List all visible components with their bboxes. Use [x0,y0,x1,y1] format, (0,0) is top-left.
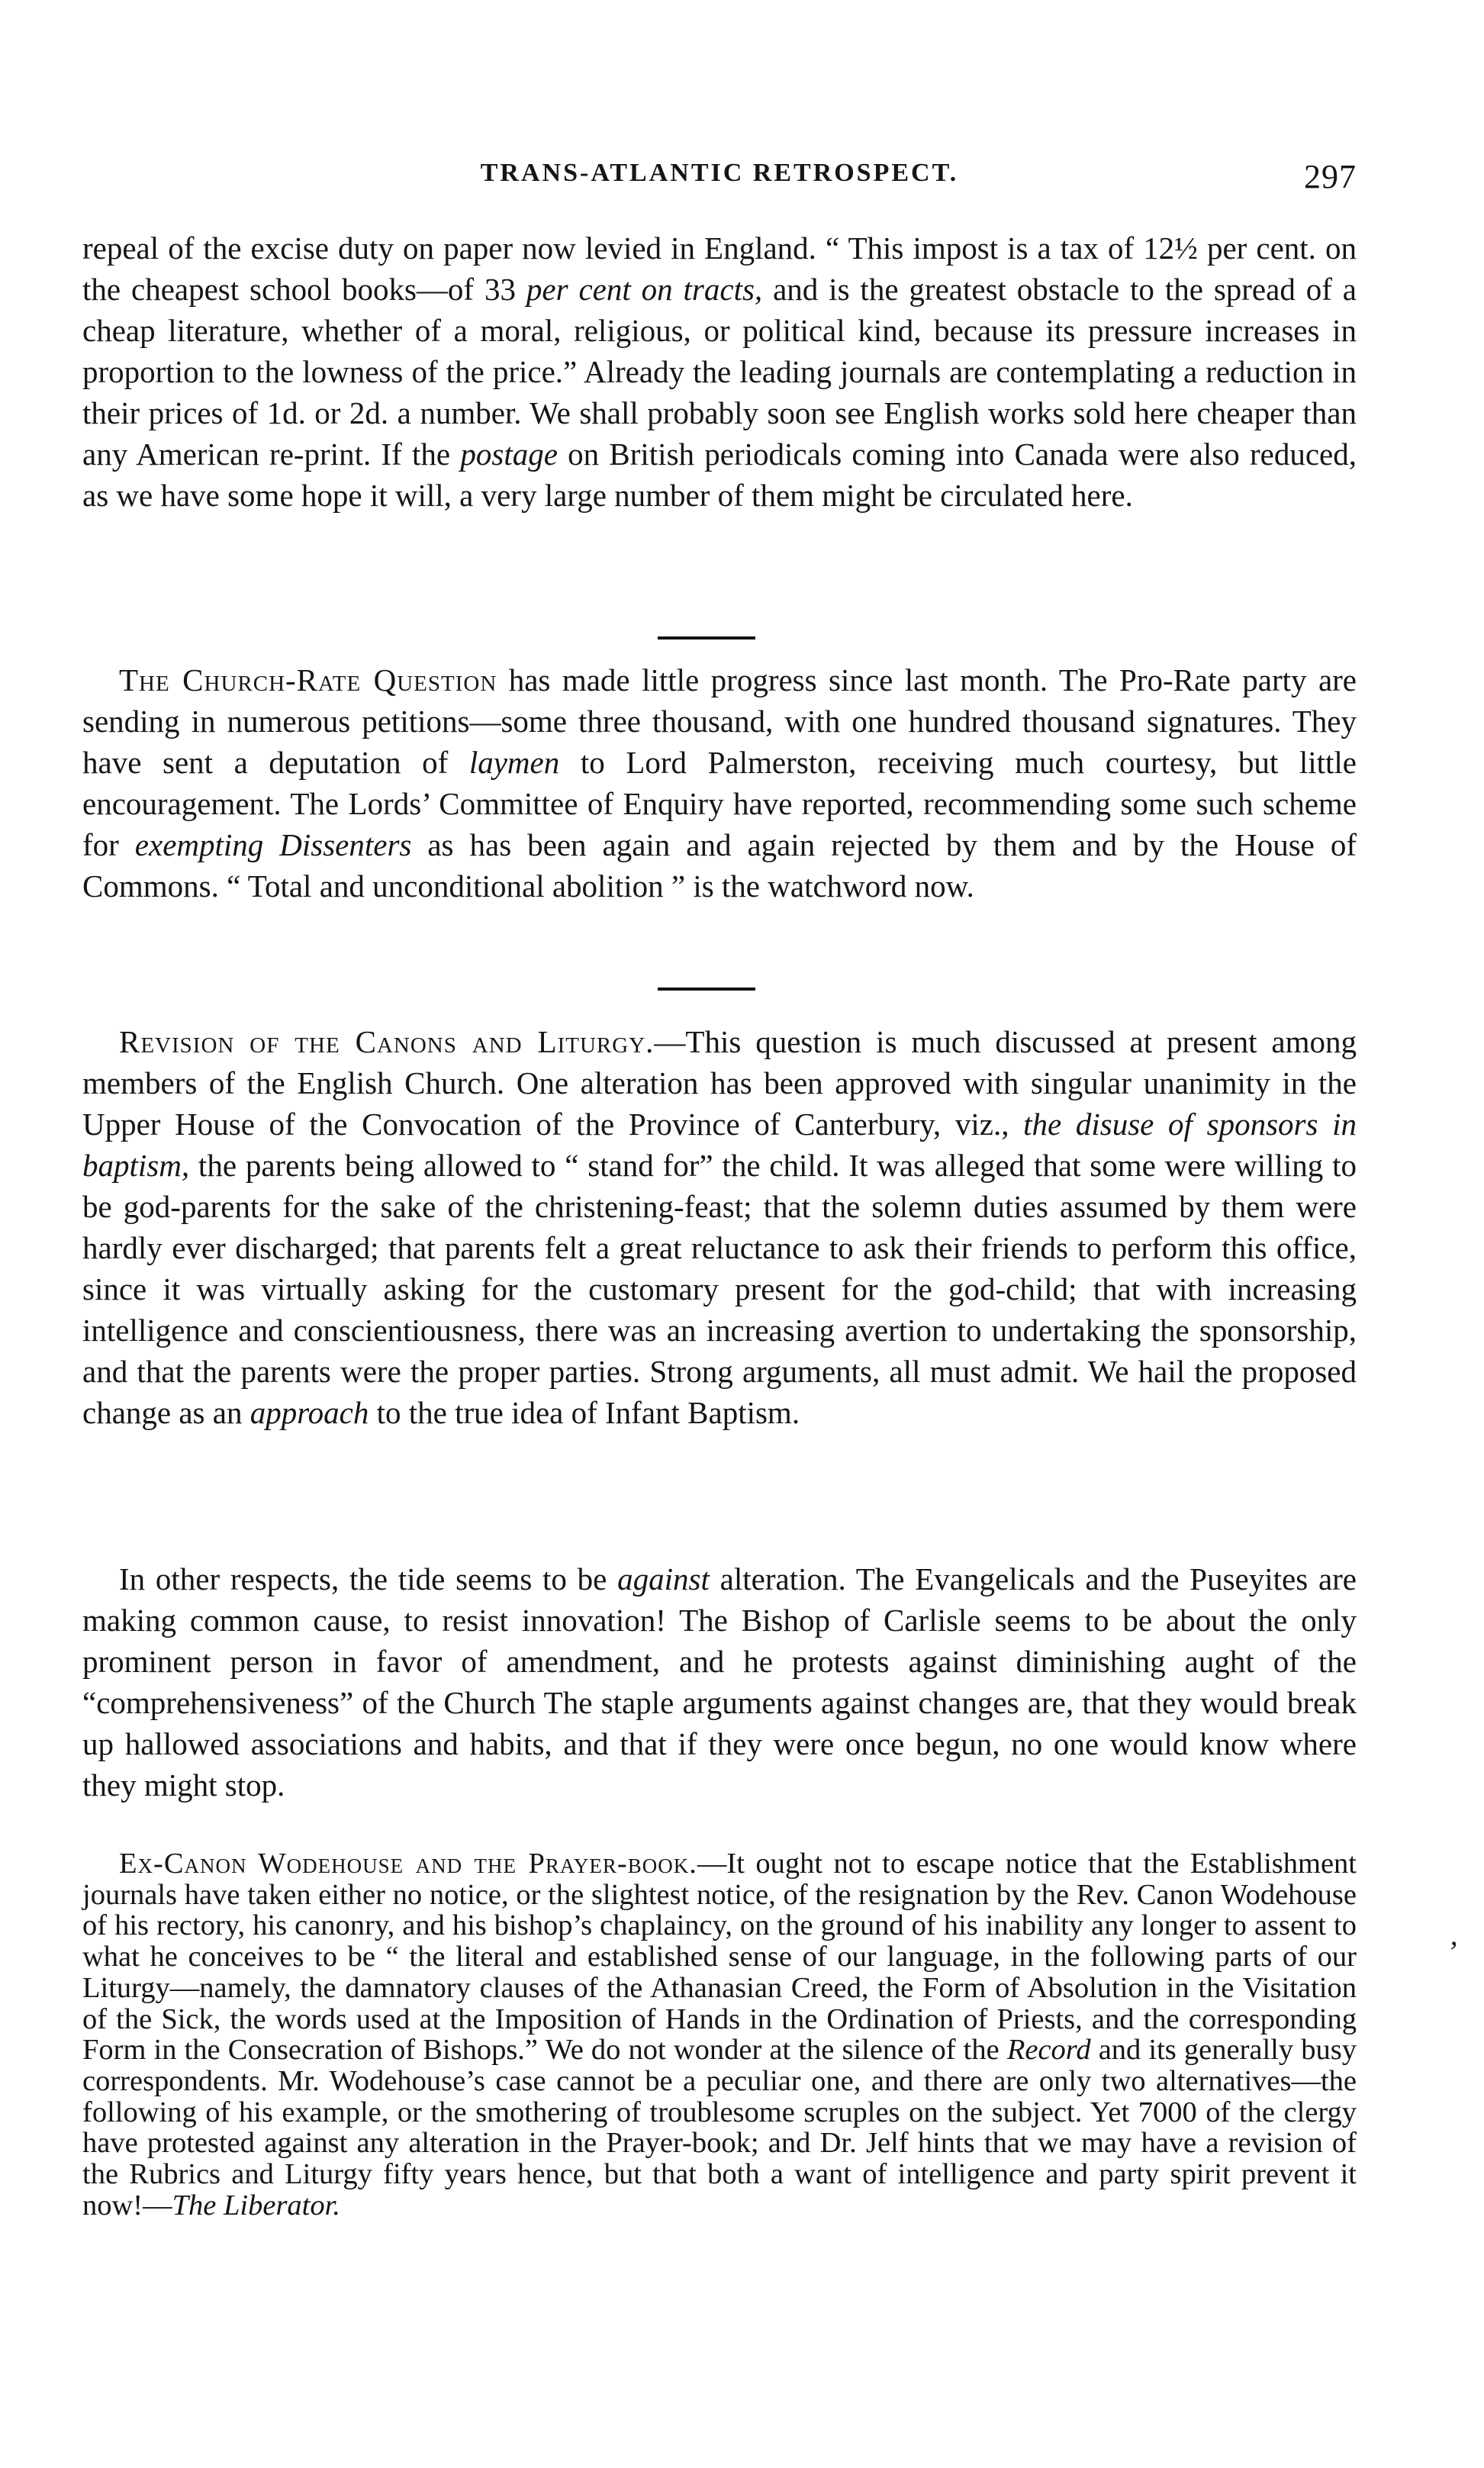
section-heading: Ex-Canon Wodehouse and the Prayer-book. [119,1848,697,1880]
italic-phrase: per cent on tracts, [526,272,763,307]
paragraph-text: repeal of the excise duty on paper now levied in England. “ This impost is a tax of 12½ per cent. on the cheapest school books—of 33 [82,230,1357,307]
italic-phrase: the disuse of sponsors in baptism, [82,1107,1357,1183]
paragraph-text: —It ought not to escape notice that the Establishment journals have taken either no notice, or the slightest notice, of the resignation by the Rev. Canon Wodehouse of his rectory, his canonry, and his bishop’s chaplaincy, on the ground of his inability any longer to assent to what he conceives to be “ the literal and established sense of our language, in the following parts of our Liturgy—namely, the damnatory clauses of the Athanasian Creed, the Form of Absolution in the Visitation of the Sick, the words used at the Imposition of Hands in the Ordination of Priests, and the corresponding Form in the Consecration of Bishops.” We do not wonder at the silence of the [82,1848,1357,2067]
paragraph-text: on British periodicals coming into Canada were also reduced, as we have some hope it will, a very large number of them might be circulated here. [82,437,1357,513]
paragraph-text: has made little progress since last month. The Pro-Rate party are sending in numerous petitions—some three thousand, with one hundred thousand signatures. They have sent a deputation of [82,662,1357,780]
paragraph-text: to the true idea of Infant Baptism. [369,1395,800,1430]
section-divider [658,636,755,640]
page-header [82,159,1357,205]
other-respects-paragraph [82,1558,1357,1806]
paragraph-text: and is the greatest obstacle to the spread of a cheap literature, whether of a moral, religious, or political kind, because its pressure increases in proportion to the lowness of the price.” Already the leading journals are contemplating a reduction in their prices of 1d. or 2d. a number. We shall probably soon see English works sold here cheaper than any American re-print. If the [82,272,1357,472]
paragraph-text: and its generally busy correspondents. Mr. Wodehouse’s case cannot be a peculiar one, and there are only two alternatives—the following of his example, or the smothering of troublesome scruples on the subject. Yet 7000 of the clergy have protested against any alteration in the Prayer-book; and Dr. Jelf hints that we may have a revision of the Rubrics and Liturgy fifty years hence, but that both a want of intelligence and party spirit prevent it now!— [82,2034,1357,2222]
paragraph-text: —This question is much discussed at present among members of the English Church. One alteration has been approved with singular unanimity in the Upper House of the Convocation of the Province of Canterbury, viz., [82,1024,1357,1142]
italic-phrase: Record [1006,2034,1091,2067]
paragraph-text: as has been again and again rejected by them and by the House of Commons. “ Total and unconditional abolition ” is the watchword now. [82,827,1357,904]
source-citation: The Liberator. [172,2189,340,2222]
italic-phrase: against [617,1561,710,1596]
italic-phrase: postage [460,437,558,472]
page-number: 297 [1304,158,1357,195]
running-title: TRANS-ATLANTIC RETROSPECT. [480,159,959,187]
section-heading: The Church-Rate Question [119,662,497,698]
paragraph-text: to Lord Palmerston, receiving much courtesy, but little encouragement. The Lords’ Committee of Enquiry have reported, recommending some such scheme for [82,745,1357,862]
italic-phrase: laymen [468,745,560,780]
paragraph-text: In other respects, the tide seems to be [119,1561,618,1596]
paragraph-text: the parents being allowed to “ stand for” the child. It was alleged that some were willing to be god-parents for the sake of the christening-feast; that the solemn duties assumed by them were hardly ever discharged; that parents felt a great reluctance to ask their friends to perform this office, since it was virtually asking for the customary present for the god-child; that with increasing intelligence and conscientiousness, there was an increasing avertion to undertaking the sponsorship, and that the parents were the proper parties. Strong arguments, all must admit. We hail the proposed change as an [82,1148,1357,1430]
italic-phrase: approach [249,1395,369,1430]
church-rate-paragraph [82,659,1357,907]
wodehouse-paragraph [82,1848,1357,2221]
section-divider [658,988,755,991]
section-heading: Revision of the Canons and Liturgy. [119,1024,655,1059]
canons-liturgy-paragraph [82,1021,1357,1433]
italic-phrase: exempting Dissenters [134,827,412,862]
margin-mark: ’ [1447,1935,1457,1969]
paper-duty-paragraph [82,227,1357,516]
paragraph-text: alteration. The Evangelicals and the Puseyites are making common cause, to resist innovation! The Bishop of Carlisle seems to be about the only prominent person in favor of amendment, and he protests against diminishing aught of the “comprehensiveness” of the Church The staple arguments against changes are, that they would break up hallowed associations and habits, and that if they were once begun, no one would know where they might stop. [82,1561,1357,1803]
